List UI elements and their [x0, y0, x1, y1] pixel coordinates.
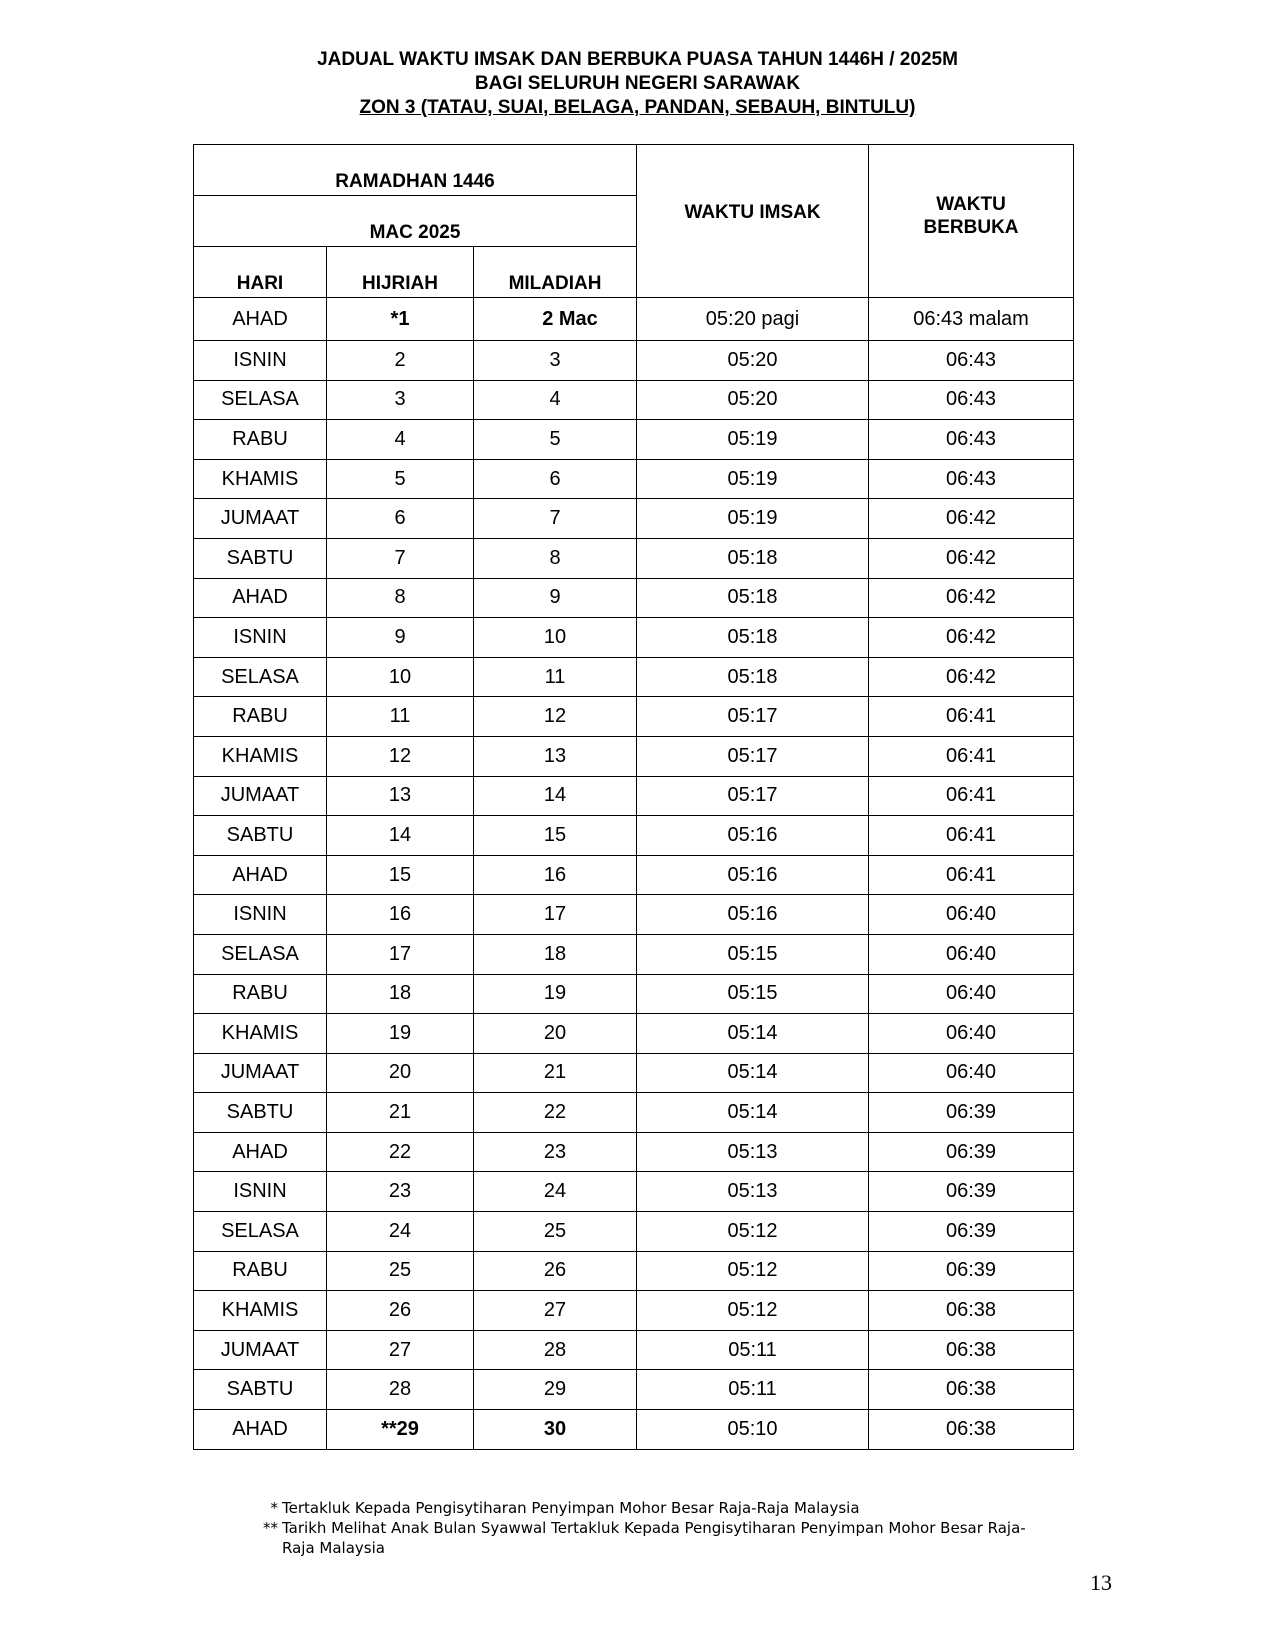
- table-row: [194, 1212, 1074, 1252]
- table-row: [194, 1410, 1074, 1450]
- cell-hari: SABTU: [194, 816, 327, 856]
- cell-berbuka: 06:43: [869, 459, 1074, 499]
- imsak-berbuka-table: [193, 144, 1074, 1450]
- table-row: [194, 1053, 1074, 1093]
- cell-hijriah: 12: [327, 736, 474, 776]
- cell-berbuka: 06:40: [869, 1014, 1074, 1054]
- cell-berbuka: 06:38: [869, 1370, 1074, 1410]
- cell-imsak: 05:15: [637, 974, 869, 1014]
- cell-hari: RABU: [194, 1251, 327, 1291]
- cell-imsak: 05:17: [637, 776, 869, 816]
- cell-miladiah: 25: [474, 1212, 637, 1252]
- cell-hari: KHAMIS: [194, 1291, 327, 1331]
- cell-berbuka: 06:40: [869, 974, 1074, 1014]
- header-hari: HARI: [194, 247, 327, 298]
- cell-miladiah: 29: [474, 1370, 637, 1410]
- header-waktu-imsak: WAKTU IMSAK: [637, 145, 869, 298]
- cell-berbuka: 06:42: [869, 618, 1074, 658]
- cell-miladiah: 15: [474, 816, 637, 856]
- cell-hari: ISNIN: [194, 341, 327, 381]
- table-row: [194, 1370, 1074, 1410]
- footnote-1: [250, 1498, 1050, 1518]
- header-miladiah: MILADIAH: [474, 247, 637, 298]
- table-row: [194, 1132, 1074, 1172]
- cell-miladiah: 9: [474, 578, 637, 618]
- table-row: [194, 420, 1074, 460]
- cell-miladiah: 13: [474, 736, 637, 776]
- cell-miladiah: 19: [474, 974, 637, 1014]
- cell-hari: SELASA: [194, 934, 327, 974]
- table-row: [194, 974, 1074, 1014]
- cell-hijriah: 3: [327, 380, 474, 420]
- table-row: [194, 1330, 1074, 1370]
- table-row: [194, 1014, 1074, 1054]
- cell-hari: SABTU: [194, 1093, 327, 1133]
- cell-miladiah: 10: [474, 618, 637, 658]
- cell-imsak: 05:12: [637, 1212, 869, 1252]
- cell-hijriah: **29: [327, 1410, 474, 1450]
- cell-hijriah: 24: [327, 1212, 474, 1252]
- cell-miladiah: 7: [474, 499, 637, 539]
- header-berbuka-line-1: WAKTU: [936, 194, 1006, 215]
- cell-hijriah: 21: [327, 1093, 474, 1133]
- cell-imsak: 05:14: [637, 1093, 869, 1133]
- cell-imsak: 05:18: [637, 538, 869, 578]
- cell-miladiah: 4: [474, 380, 637, 420]
- cell-imsak: 05:10: [637, 1410, 869, 1450]
- cell-berbuka: 06:38: [869, 1410, 1074, 1450]
- table-row: [194, 1093, 1074, 1133]
- cell-berbuka: 06:41: [869, 776, 1074, 816]
- cell-hijriah: *1: [327, 298, 474, 341]
- cell-miladiah: 3: [474, 341, 637, 381]
- table-row: [194, 657, 1074, 697]
- cell-berbuka: 06:40: [869, 934, 1074, 974]
- cell-miladiah: 11: [474, 657, 637, 697]
- cell-berbuka: 06:39: [869, 1093, 1074, 1133]
- cell-imsak: 05:19: [637, 420, 869, 460]
- cell-berbuka: 06:39: [869, 1251, 1074, 1291]
- cell-berbuka: 06:38: [869, 1330, 1074, 1370]
- cell-miladiah: 24: [474, 1172, 637, 1212]
- header-ramadhan: RAMADHAN 1446: [194, 145, 637, 196]
- cell-imsak: 05:12: [637, 1291, 869, 1331]
- table-row: [194, 776, 1074, 816]
- cell-berbuka: 06:43: [869, 380, 1074, 420]
- cell-hari: RABU: [194, 420, 327, 460]
- cell-miladiah: 20: [474, 1014, 637, 1054]
- table-row: [194, 578, 1074, 618]
- cell-hijriah: 26: [327, 1291, 474, 1331]
- cell-berbuka: 06:43: [869, 420, 1074, 460]
- cell-imsak: 05:16: [637, 816, 869, 856]
- table-row: [194, 341, 1074, 381]
- cell-hari: AHAD: [194, 1132, 327, 1172]
- cell-berbuka: 06:42: [869, 499, 1074, 539]
- cell-hari: AHAD: [194, 1410, 327, 1450]
- table-row: [194, 697, 1074, 737]
- header-berbuka-line-2: BERBUKA: [923, 217, 1019, 238]
- cell-imsak: 05:17: [637, 736, 869, 776]
- cell-imsak: 05:19: [637, 499, 869, 539]
- cell-miladiah: 16: [474, 855, 637, 895]
- cell-hari: JUMAAT: [194, 499, 327, 539]
- cell-miladiah: 26: [474, 1251, 637, 1291]
- cell-hijriah: 7: [327, 538, 474, 578]
- table-row: [194, 1251, 1074, 1291]
- cell-imsak: 05:11: [637, 1370, 869, 1410]
- cell-miladiah: 5: [474, 420, 637, 460]
- cell-hijriah: 27: [327, 1330, 474, 1370]
- cell-miladiah: [474, 298, 637, 341]
- cell-imsak: 05:13: [637, 1132, 869, 1172]
- cell-imsak: 05:20 pagi: [637, 298, 869, 341]
- page-number: 13: [1090, 1570, 1112, 1595]
- header-waktu-berbuka: [869, 145, 1074, 298]
- cell-hari: JUMAAT: [194, 1053, 327, 1093]
- table-row: [194, 816, 1074, 856]
- cell-hijriah: 20: [327, 1053, 474, 1093]
- cell-imsak: 05:13: [637, 1172, 869, 1212]
- table-row: [194, 895, 1074, 935]
- cell-miladiah: 12: [474, 697, 637, 737]
- cell-miladiah: 6: [474, 459, 637, 499]
- cell-hari: SELASA: [194, 657, 327, 697]
- cell-miladiah: 22: [474, 1093, 637, 1133]
- header-hijriah: HIJRIAH: [327, 247, 474, 298]
- cell-hari: AHAD: [194, 855, 327, 895]
- cell-berbuka: 06:41: [869, 855, 1074, 895]
- cell-imsak: 05:18: [637, 578, 869, 618]
- cell-hari: JUMAAT: [194, 1330, 327, 1370]
- table-row: [194, 1291, 1074, 1331]
- cell-hijriah: 23: [327, 1172, 474, 1212]
- cell-imsak: 05:18: [637, 618, 869, 658]
- cell-hari: SELASA: [194, 1212, 327, 1252]
- cell-berbuka: 06:40: [869, 1053, 1074, 1093]
- cell-berbuka: 06:42: [869, 657, 1074, 697]
- cell-hijriah: 13: [327, 776, 474, 816]
- cell-berbuka: 06:40: [869, 895, 1074, 935]
- cell-miladiah-text: 2 Mac: [542, 307, 598, 330]
- cell-hari: KHAMIS: [194, 736, 327, 776]
- header-mac: MAC 2025: [194, 196, 637, 247]
- cell-hari: SABTU: [194, 1370, 327, 1410]
- cell-hari: KHAMIS: [194, 1014, 327, 1054]
- footnote-2: [250, 1518, 1050, 1558]
- cell-hijriah: 25: [327, 1251, 474, 1291]
- cell-berbuka: 06:42: [869, 578, 1074, 618]
- cell-hari: ISNIN: [194, 1172, 327, 1212]
- footnote-1-mark: *: [270, 1499, 278, 1517]
- cell-miladiah: 30: [474, 1410, 637, 1450]
- table-row: [194, 1172, 1074, 1212]
- cell-berbuka: 06:43 malam: [869, 298, 1074, 341]
- cell-hijriah: 28: [327, 1370, 474, 1410]
- cell-hijriah: 2: [327, 341, 474, 381]
- cell-hari: JUMAAT: [194, 776, 327, 816]
- cell-berbuka: 06:39: [869, 1212, 1074, 1252]
- document-title: [0, 48, 1275, 120]
- cell-hijriah: 11: [327, 697, 474, 737]
- cell-miladiah: 28: [474, 1330, 637, 1370]
- cell-berbuka: 06:39: [869, 1132, 1074, 1172]
- cell-hari: SELASA: [194, 380, 327, 420]
- cell-berbuka: 06:38: [869, 1291, 1074, 1331]
- cell-miladiah: 27: [474, 1291, 637, 1331]
- table-row: [194, 934, 1074, 974]
- cell-hari: RABU: [194, 974, 327, 1014]
- cell-hijriah: 4: [327, 420, 474, 460]
- title-line-2: BAGI SELURUH NEGERI SARAWAK: [474, 73, 801, 94]
- cell-imsak: 05:12: [637, 1251, 869, 1291]
- title-line-3: ZON 3 (TATAU, SUAI, BELAGA, PANDAN, SEBAUH, BINTULU): [359, 97, 916, 118]
- table-row: [194, 538, 1074, 578]
- cell-imsak: 05:20: [637, 341, 869, 381]
- footnote-2-text: Tarikh Melihat Anak Bulan Syawwal Tertakluk Kepada Pengisytiharan Penyimpan Mohor Besar Raja-Raja Malaysia: [282, 1519, 1026, 1557]
- cell-hijriah: 18: [327, 974, 474, 1014]
- cell-miladiah: 23: [474, 1132, 637, 1172]
- cell-hari: KHAMIS: [194, 459, 327, 499]
- cell-imsak: 05:20: [637, 380, 869, 420]
- table-row: [194, 459, 1074, 499]
- cell-hijriah: 9: [327, 618, 474, 658]
- table-row: [194, 499, 1074, 539]
- cell-hari: ISNIN: [194, 895, 327, 935]
- cell-imsak: 05:14: [637, 1053, 869, 1093]
- cell-hijriah: 22: [327, 1132, 474, 1172]
- title-line-1: JADUAL WAKTU IMSAK DAN BERBUKA PUASA TAHUN 1446H / 2025M: [317, 49, 958, 70]
- cell-hijriah: 17: [327, 934, 474, 974]
- cell-berbuka: 06:43: [869, 341, 1074, 381]
- cell-miladiah: 21: [474, 1053, 637, 1093]
- table-row: [194, 298, 1074, 341]
- cell-berbuka: 06:39: [869, 1172, 1074, 1212]
- cell-imsak: 05:16: [637, 895, 869, 935]
- cell-hari: AHAD: [194, 578, 327, 618]
- footnote-2-mark: **: [263, 1519, 278, 1537]
- cell-berbuka: 06:42: [869, 538, 1074, 578]
- cell-imsak: 05:15: [637, 934, 869, 974]
- cell-imsak: 05:18: [637, 657, 869, 697]
- cell-hijriah: 6: [327, 499, 474, 539]
- cell-hijriah: 19: [327, 1014, 474, 1054]
- cell-imsak: 05:17: [637, 697, 869, 737]
- cell-hijriah: 16: [327, 895, 474, 935]
- cell-berbuka: 06:41: [869, 736, 1074, 776]
- table-row: [194, 855, 1074, 895]
- cell-hijriah: 14: [327, 816, 474, 856]
- cell-hijriah: 10: [327, 657, 474, 697]
- footnotes: [250, 1498, 1050, 1558]
- cell-imsak: 05:11: [637, 1330, 869, 1370]
- cell-imsak: 05:14: [637, 1014, 869, 1054]
- cell-hari: ISNIN: [194, 618, 327, 658]
- cell-miladiah: 8: [474, 538, 637, 578]
- cell-hari: RABU: [194, 697, 327, 737]
- cell-hari: SABTU: [194, 538, 327, 578]
- cell-imsak: 05:19: [637, 459, 869, 499]
- cell-berbuka: 06:41: [869, 697, 1074, 737]
- cell-berbuka: 06:41: [869, 816, 1074, 856]
- cell-imsak: 05:16: [637, 855, 869, 895]
- footnote-1-text: Tertakluk Kepada Pengisytiharan Penyimpan Mohor Besar Raja-Raja Malaysia: [282, 1499, 860, 1517]
- table-row: [194, 380, 1074, 420]
- table-row: [194, 618, 1074, 658]
- table-row: [194, 736, 1074, 776]
- cell-miladiah: 18: [474, 934, 637, 974]
- cell-hari: AHAD: [194, 298, 327, 341]
- cell-hijriah: 5: [327, 459, 474, 499]
- cell-hijriah: 8: [327, 578, 474, 618]
- cell-miladiah: 14: [474, 776, 637, 816]
- cell-hijriah: 15: [327, 855, 474, 895]
- cell-miladiah: 17: [474, 895, 637, 935]
